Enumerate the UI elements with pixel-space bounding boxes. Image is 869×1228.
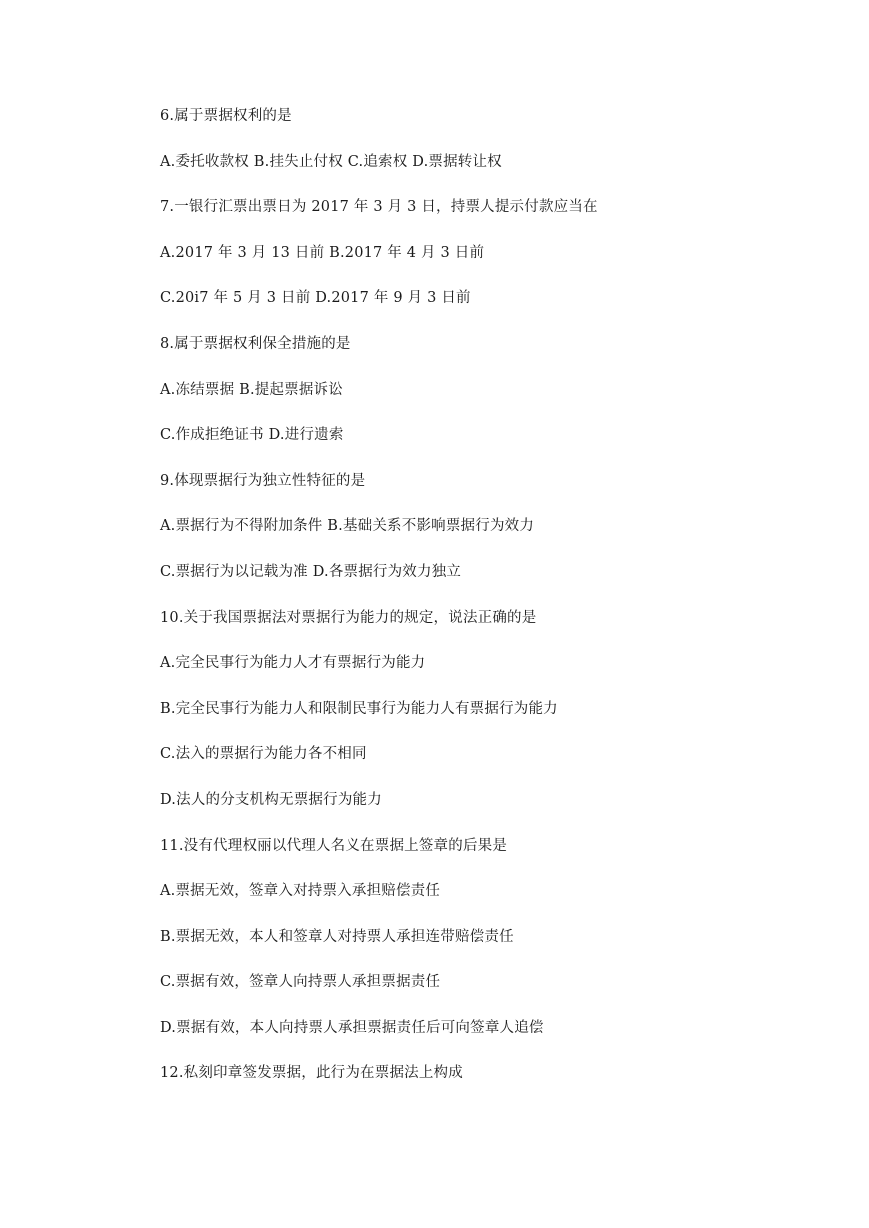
question-11-option-b: B.票据无效，本人和签章人对持票人承担连带赔偿责任 (160, 928, 514, 945)
question-10-option-c: C.法入的票据行为能力各不相同 (160, 746, 367, 763)
question-9: 9.体现票据行为独立性特征的是 (160, 472, 366, 489)
question-11: 11.没有代理权丽以代理人名义在票据上签章的后果是 (160, 837, 508, 854)
question-12: 12.私刻印章签发票据，此行为在票据法上构成 (160, 1065, 463, 1082)
question-11-option-d: D.票据有效，本人向持票人承担票据责任后可向签章人追偿 (160, 1019, 544, 1036)
question-6-options: A.委托收款权 B.挂失止付权 C.追索权 D.票据转让权 (160, 153, 502, 170)
question-10-option-d: D.法人的分支机构无票据行为能力 (160, 791, 382, 808)
question-7-options-cd: C.20i7 年 5 月 3 日前 D.2017 年 9 月 3 日前 (160, 290, 471, 307)
question-11-option-a: A.票据无效，签章入对持票入承担赔偿责任 (160, 883, 441, 900)
question-9-options-cd: C.票据行为以记载为准 D.各票据行为效力独立 (160, 563, 462, 580)
question-10: 10.关于我国票据法对票据行为能力的规定，说法正确的是 (160, 609, 537, 626)
question-8-options-ab: A.冻结票据 B.提起票据诉讼 (160, 381, 343, 398)
question-6: 6.属于票据权利的是 (160, 108, 292, 124)
question-10-option-a: A.完全民事行为能力人才有票据行为能力 (160, 655, 426, 672)
question-7-options-ab: A.2017 年 3 月 13 日前 B.2017 年 4 月 3 日前 (160, 244, 485, 261)
question-8: 8.属于票据权利保全措施的是 (160, 335, 351, 352)
question-9-options-ab: A.票据行为不得附加条件 B.基础关系不影响票据行为效力 (160, 518, 535, 535)
question-8-options-cd: C.作成拒绝证书 D.进行遗索 (160, 427, 344, 444)
question-11-option-c: C.票据有效，签章人向持票人承担票据责任 (160, 974, 441, 991)
document-body (160, 104, 840, 1107)
question-7: 7.一银行汇票出票日为 2017 年 3 月 3 日，持票人提示付款应当在 (160, 199, 598, 216)
question-10-option-b: B.完全民事行为能力人和限制民事行为能力人有票据行为能力 (160, 700, 558, 717)
